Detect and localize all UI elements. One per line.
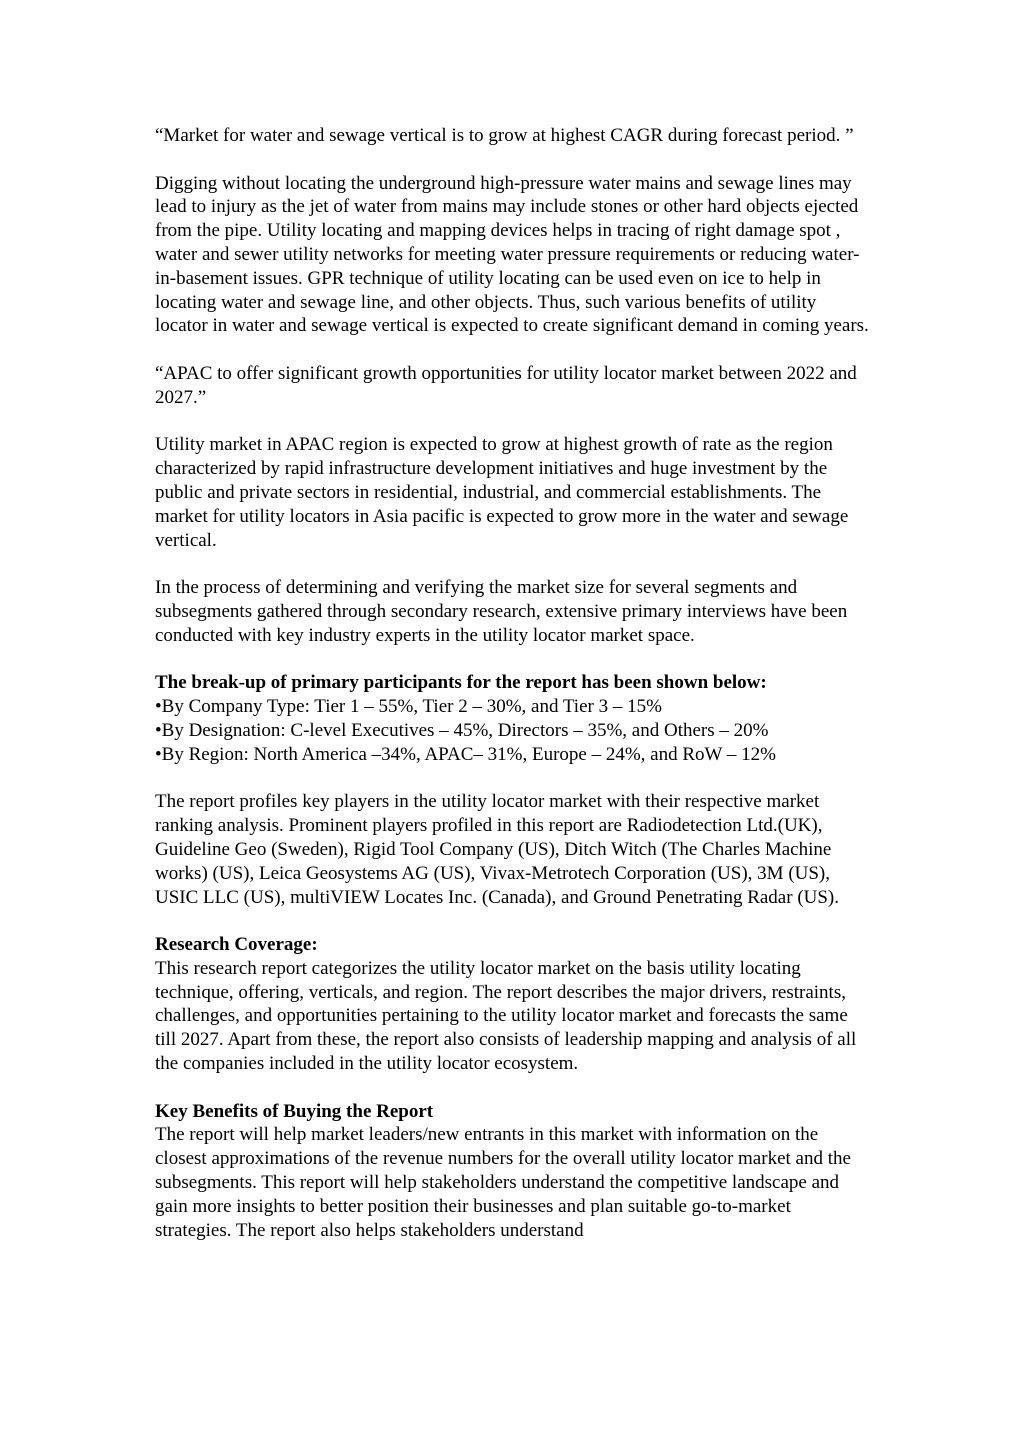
key-benefits-heading: Key Benefits of Buying the Report (155, 1100, 434, 1122)
quote-water-sewage: “Market for water and sewage vertical is to grow at highest CAGR during forecast period. ” (155, 125, 854, 146)
breakup-item-region: •By Region: North America –34%, APAC– 31%, Europe – 24%, and RoW – 12% (155, 743, 776, 765)
paragraph-primary-interviews: In the process of determining and verifying the market size for several segments and subsegments gathered through secondary research, extensive primary interviews have been conducted with key industry experts in the utility locator market space. (155, 577, 848, 646)
document-page (155, 124, 870, 1266)
breakup-heading: The break-up of primary participants for the report has been shown below: (155, 672, 767, 694)
research-coverage-section (155, 933, 870, 1076)
key-benefits-text: The report will help market leaders/new entrants in this market with information on the closest approximations of the revenue numbers for the overall utility locator market and the subsegments. This report will help stakeholders understand the competitive landscape and gain more insights to better position their businesses and plan suitable go-to-market strategies. The report also helps stakeholders understand (155, 1124, 851, 1241)
research-coverage-heading: Research Coverage: (155, 934, 318, 956)
research-coverage-text: This research report categorizes the utility locator market on the basis utility locating technique, offering, verticals, and region. The report describes the major drivers, restraints, challenges, and opportunities pertaining to the utility locator market and forecasts the same till 2027. Apart from these, the report also consists of leadership mapping and analysis of all the companies included in the utility locator ecosystem. (155, 957, 857, 1075)
paragraph-apac: Utility market in APAC region is expected to grow at highest growth of rate as the region characterized by rapid infrastructure development initiatives and huge investment by the public and private sectors in residential, industrial, and commercial establishments. The market for utility locators in Asia pacific is expected to grow more in the water and sewage vertical. (155, 434, 849, 551)
breakup-item-company-type: •By Company Type: Tier 1 – 55%, Tier 2 – 30%, and Tier 3 – 15% (155, 696, 662, 718)
breakup-section (155, 671, 870, 766)
paragraph-water-sewage: Digging without locating the underground high-pressure water mains and sewage lines may lead to injury as the jet of water from mains may include stones or other hard objects ejected from the pipe. Utility locating and mapping devices helps in tracing of right damage spot , water and sewer utility networks for meeting water pressure requirements or reducing water-in-basement issues. GPR technique of utility locating can be used even on ice to help in locating water and sewage line, and other objects. Thus, such various benefits of utility locator in water and sewage vertical is expected to create significant demand in coming years. (155, 172, 869, 337)
paragraph-key-players: The report profiles key players in the utility locator market with their respective market ranking analysis. Prominent players profiled in this report are Radiodetection Ltd.(UK), Guideline Geo (Sweden), Rigid Tool Company (US), Ditch Witch (The Charles Machine works) (US), Leica Geosystems AG (US), Vivax-Metrotech Corporation (US), 3M (US), USIC LLC (US), multiVIEW Locates Inc. (Canada), and Ground Penetrating Radar (US). (155, 791, 840, 908)
key-benefits-section (155, 1100, 870, 1243)
breakup-item-designation: •By Designation: C-level Executives – 45%, Directors – 35%, and Others – 20% (155, 719, 769, 741)
quote-apac: “APAC to offer significant growth opportunities for utility locator market between 2022 and 2027.” (155, 362, 857, 408)
